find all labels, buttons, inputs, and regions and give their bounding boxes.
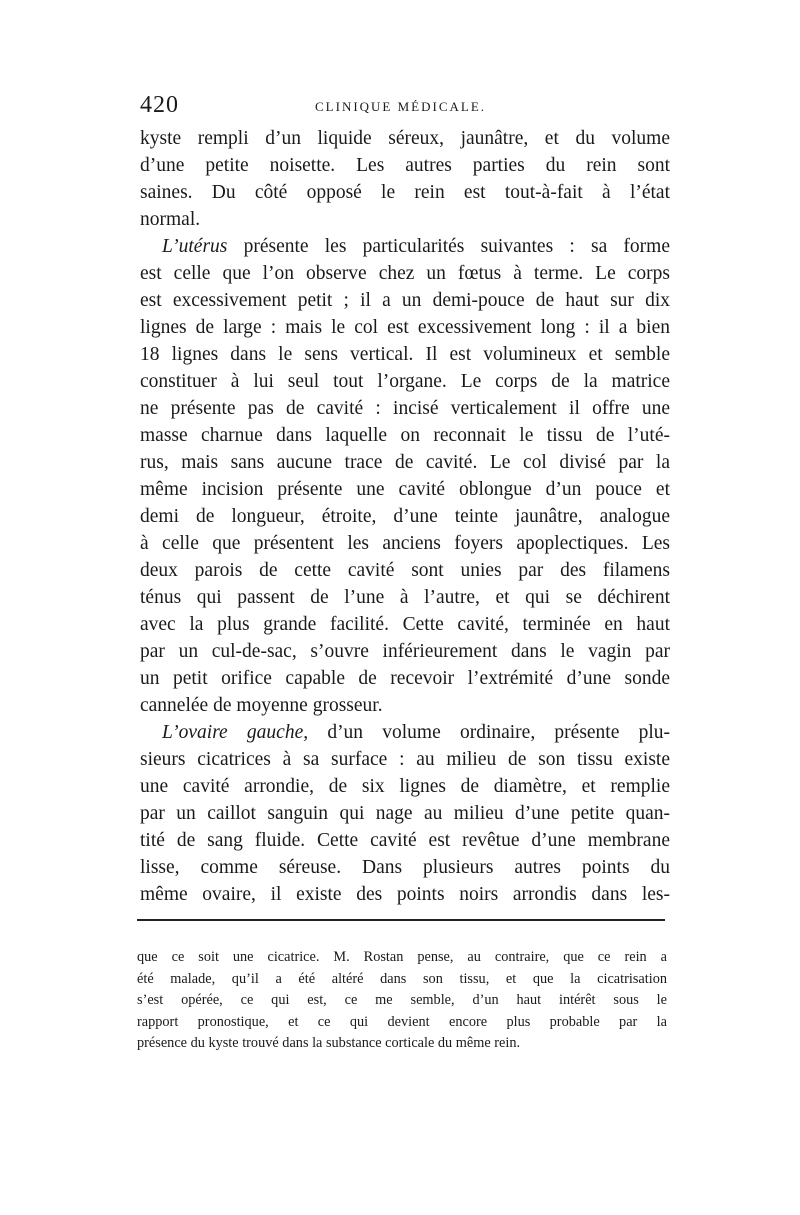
text-line (140, 530, 670, 557)
text-line (140, 881, 670, 908)
line-text: un petit orifice capable de recevoir l’extrémité d’une sonde (140, 668, 670, 689)
footnote-line: rapport pronostique, et ce qui devient encore plus probable par la (137, 1013, 667, 1030)
line-text: est celle que l’on observe chez un fœtus à terme. Le corps (140, 263, 670, 284)
text-line (140, 314, 670, 341)
text-line (140, 665, 670, 692)
text-line (140, 233, 670, 260)
line-text: même ovaire, il existe des points noirs arrondis dans les- (140, 884, 670, 905)
page-header (140, 92, 668, 122)
line-text: cannelée de moyenne grosseur. (140, 695, 383, 716)
text-line (140, 449, 670, 476)
text-line (140, 341, 670, 368)
text-line (140, 476, 670, 503)
line-text: demi de longueur, étroite, d’une teinte jaunâtre, analogue (140, 506, 670, 527)
line-text: tité de sang fluide. Cette cavité est revêtue d’une membrane (140, 830, 670, 851)
line-text: par un caillot sanguin qui nage au milieu d’une petite quan- (140, 803, 670, 824)
text-line (140, 638, 670, 665)
line-text: masse charnue dans laquelle on reconnait le tissu de l’uté- (140, 425, 670, 446)
line-text: une cavité arrondie, de six lignes de diamètre, et remplie (140, 776, 670, 797)
text-line (140, 692, 670, 719)
footnote-line: que ce soit une cicatrice. M. Rostan pense, au contraire, que ce rein a (137, 949, 667, 965)
line-text: avec la plus grande facilité. Cette cavité, terminée en haut (140, 614, 670, 635)
text-line (140, 287, 670, 314)
line-text: sieurs cicatrices à sa surface : au milieu de son tissu existe (140, 749, 670, 770)
line-text: 18 lignes dans le sens vertical. Il est volumineux et semble (140, 344, 670, 365)
italic-term: L’ovaire gauche, (162, 722, 309, 743)
text-line (140, 584, 670, 611)
text-line (140, 368, 670, 395)
line-text: lisse, comme séreuse. Dans plusieurs autres points du (140, 857, 670, 878)
line-text: lignes de large : mais le col est excessivement long : il a bien (140, 317, 670, 338)
text-line (140, 746, 670, 773)
text-line (140, 557, 670, 584)
line-text: rus, mais sans aucune trace de cavité. Le col divisé par la (140, 452, 670, 473)
body-text (140, 125, 670, 908)
footnote (137, 947, 667, 1055)
footnote-divider (137, 919, 665, 921)
line-text: d’un volume ordinaire, présente plu- (308, 722, 670, 743)
text-line (140, 152, 670, 179)
page-number: 420 (140, 92, 179, 118)
line-text: ténus qui passent de l’une à l’autre, et qui se déchirent (140, 587, 670, 608)
line-text: kyste rempli d’un liquide séreux, jaunâtre, et du volume (140, 128, 670, 149)
line-text: à celle que présentent les anciens foyers apoplectiques. Les (140, 533, 670, 554)
text-line (140, 179, 670, 206)
line-text: deux parois de cette cavité sont unies par des filamens (140, 560, 670, 581)
italic-term: L’utérus (162, 236, 228, 257)
footnote-line: présence du kyste trouvé dans la substance corticale du même rein. (137, 1035, 521, 1051)
text-line (140, 206, 670, 233)
text-line (140, 395, 670, 422)
footnote-line: été malade, qu’il a été altéré dans son tissu, et que la cicatrisation (137, 970, 667, 987)
line-text: même incision présente une cavité oblongue d’un pouce et (140, 479, 670, 500)
line-text: normal. (140, 209, 201, 230)
line-text: constituer à lui seul tout l’organe. Le corps de la matrice (140, 371, 670, 392)
line-text: d’une petite noisette. Les autres parties du rein sont (140, 155, 670, 176)
text-line (140, 800, 670, 827)
footnote-line: s’est opérée, ce qui est, ce me semble, d’un haut intérêt sous le (137, 992, 667, 1008)
line-text: saines. Du côté opposé le rein est tout-à-fait à l’état (140, 182, 670, 203)
line-text: présente les particularités suivantes : sa forme (227, 236, 670, 257)
text-line (140, 422, 670, 449)
text-line (140, 503, 670, 530)
line-text: ne présente pas de cavité : incisé verticalement il offre une (140, 398, 670, 419)
line-text: est excessivement petit ; il a un demi-pouce de haut sur dix (140, 290, 670, 311)
text-line (140, 719, 670, 746)
line-text: par un cul-de-sac, s’ouvre inférieurement dans le vagin par (140, 641, 670, 662)
text-line (140, 611, 670, 638)
text-line (140, 854, 670, 881)
text-line (140, 827, 670, 854)
text-line (140, 773, 670, 800)
text-line (140, 260, 670, 287)
running-title: CLINIQUE MÉDICALE. (315, 99, 487, 114)
text-line (140, 125, 670, 152)
